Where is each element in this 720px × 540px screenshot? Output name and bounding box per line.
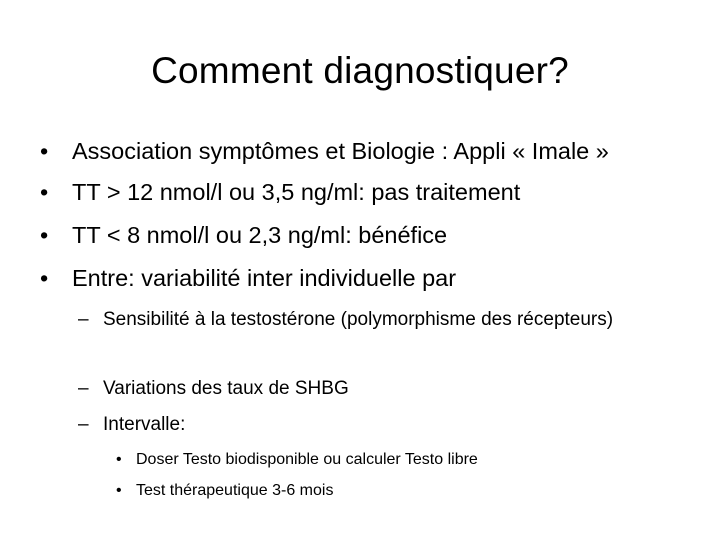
bullet-dot: •	[40, 265, 49, 291]
slide-title: Comment diagnostiquer?	[151, 50, 569, 91]
sub-bullet-text: Sensibilité à la testostérone (polymorphisme des récepteurs)	[103, 309, 614, 330]
sub-sub-bullet-text: Test thérapeutique 3-6 mois	[136, 482, 334, 499]
bullet-text: TT < 8 nmol/l ou 2,3 ng/ml: bénéfice	[72, 222, 448, 248]
dash-marker: –	[78, 414, 89, 435]
sub-bullet-text: Variations des taux de SHBG	[103, 378, 349, 399]
bullet-dot: •	[40, 222, 49, 248]
bullet-dot: •	[116, 451, 122, 468]
bullet-text: Association symptômes et Biologie : Appli « Imale »	[72, 138, 609, 164]
sub-sub-bullet-text: Doser Testo biodisponible ou calculer Testo libre	[136, 451, 478, 468]
sub-bullet-text: Intervalle:	[103, 414, 186, 435]
bullet-dot: •	[116, 482, 122, 499]
bullet-dot: •	[40, 179, 49, 205]
bullet-text: Entre: variabilité inter individuelle par	[72, 265, 457, 291]
dash-marker: –	[78, 378, 89, 399]
bullet-text: TT > 12 nmol/l ou 3,5 ng/ml: pas traitement	[72, 179, 521, 205]
bullet-dot: •	[40, 138, 49, 164]
dash-marker: –	[78, 309, 89, 330]
